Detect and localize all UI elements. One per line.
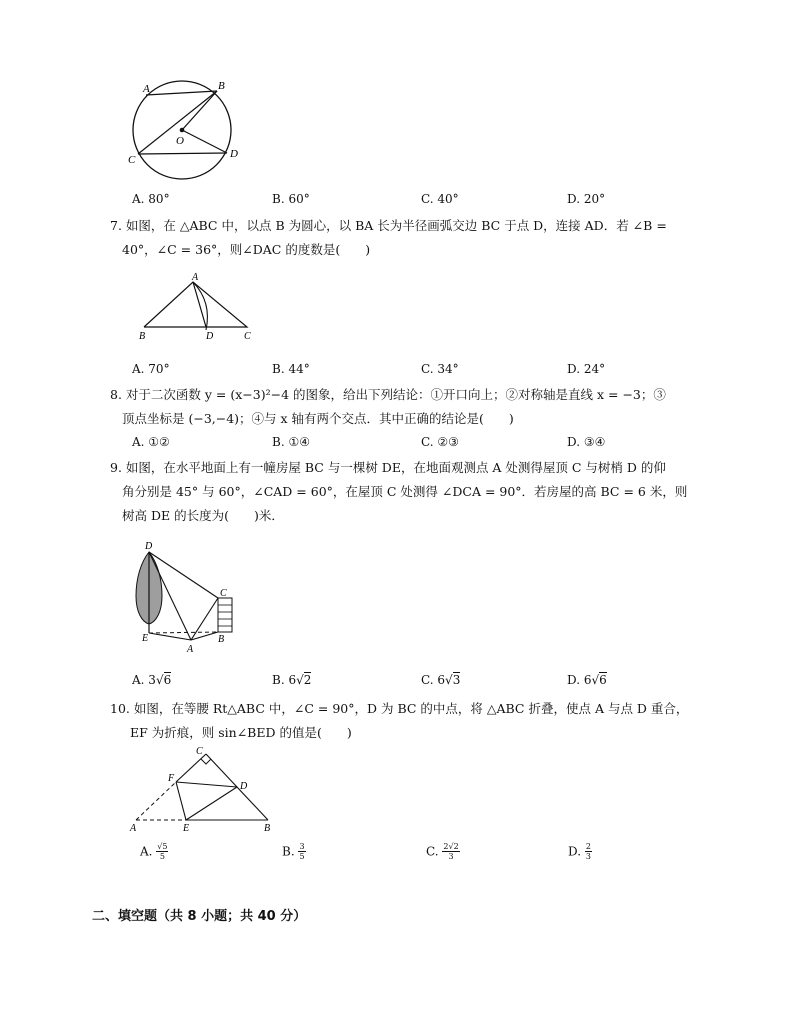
q10-option-c-fraction bbox=[442, 842, 459, 861]
q8-option-d[interactable]: D. ③④ bbox=[567, 435, 606, 449]
q8-stem-line1: 8. 对于二次函数 y = (x−3)²−4 的图象，给出下列结论：①开口向上；②对称轴是直线 x = −3；③ bbox=[110, 387, 666, 402]
q10-option-a-label: A. bbox=[140, 844, 157, 859]
q10-side-fc bbox=[176, 754, 206, 782]
q6-label-c: C bbox=[128, 154, 136, 166]
q7-option-a[interactable]: A. 70° bbox=[132, 362, 170, 376]
q9-stem-line3: 树高 DE 的长度为( )米． bbox=[122, 508, 284, 523]
q10-option-a-num: √5 bbox=[157, 842, 168, 851]
q10-fold-figure bbox=[124, 744, 284, 836]
q6-option-a[interactable]: A. 80° bbox=[132, 192, 170, 206]
q10-option-c[interactable] bbox=[426, 842, 460, 861]
q10-segment-fd bbox=[176, 782, 237, 787]
q9-option-b-coef: 6 bbox=[288, 673, 297, 687]
q9-option-a-label: A. bbox=[132, 673, 149, 687]
q10-option-a-fraction bbox=[156, 842, 168, 861]
q8-option-c[interactable]: C. ②③ bbox=[421, 435, 459, 449]
q6-radius-od bbox=[182, 130, 227, 153]
q10-option-d-fraction bbox=[585, 842, 592, 861]
q7-label-b: B bbox=[139, 331, 146, 342]
q9-option-a-radicand: 6 bbox=[163, 673, 172, 687]
q9-option-c-coef: 6 bbox=[437, 673, 446, 687]
q9-option-d[interactable] bbox=[567, 673, 607, 687]
q10-option-a[interactable] bbox=[140, 842, 168, 861]
q10-option-b-fraction bbox=[298, 842, 305, 861]
q9-option-a-sqrt-icon: √ bbox=[155, 673, 164, 687]
q9-label-e: E bbox=[142, 633, 149, 644]
q9-stem-line2: 角分别是 45° 与 60°，∠CAD = 60°，在屋顶 C 处测得 ∠DCA = 90°．若房屋的高 BC = 6 米，则 bbox=[122, 484, 688, 499]
q8-option-b[interactable]: B. ①④ bbox=[272, 435, 310, 449]
q7-label-a: A bbox=[192, 272, 199, 283]
q9-label-b: B bbox=[218, 634, 225, 645]
q6-option-c[interactable]: C. 40° bbox=[421, 192, 459, 206]
q8-stem-line2: 顶点坐标是 (−3,−4)；④与 x 轴有两个交点．其中正确的结论是( ) bbox=[122, 411, 514, 426]
q10-stem-line1: 10. 如图，在等腰 Rt△ABC 中，∠C = 90°，D 为 BC 的中点，将 △ABC 折叠，使点 A 与点 D 重合， bbox=[110, 701, 689, 716]
q10-option-b[interactable] bbox=[282, 842, 306, 861]
q7-option-b[interactable]: B. 44° bbox=[272, 362, 310, 376]
q10-stem-line2: EF 为折痕，则 sin∠BED 的值是( ) bbox=[130, 725, 352, 740]
q9-option-b-sqrt-icon: √ bbox=[296, 673, 304, 687]
q10-option-d-label: D. bbox=[568, 844, 585, 859]
q9-line-ea bbox=[149, 633, 191, 640]
q6-center-point bbox=[180, 128, 185, 133]
q9-label-d: D bbox=[145, 541, 153, 552]
q10-label-a: A bbox=[130, 823, 137, 834]
q6-chord-ab bbox=[146, 91, 217, 95]
q10-option-a-den: 5 bbox=[159, 852, 165, 861]
q9-label-c: C bbox=[220, 588, 227, 599]
q10-dashed-af bbox=[136, 782, 176, 820]
q9-option-c-sqrt-icon: √ bbox=[445, 673, 453, 687]
q10-label-d: D bbox=[240, 781, 248, 792]
q8-option-a[interactable]: A. ①② bbox=[132, 435, 170, 449]
q10-label-c: C bbox=[196, 746, 203, 757]
q10-fold-ef bbox=[176, 782, 186, 820]
q10-option-c-den: 3 bbox=[448, 852, 454, 861]
q6-label-b: B bbox=[218, 80, 225, 92]
q9-stem-line1: 9. 如图，在水平地面上有一幢房屋 BC 与一棵树 DE，在地面观测点 A 处测得屋顶 C 与树梢 D 的仰 bbox=[110, 460, 666, 475]
q9-tree-house-figure bbox=[128, 538, 238, 656]
q10-option-d-num: 2 bbox=[585, 842, 591, 851]
q9-option-d-radicand: 6 bbox=[599, 673, 607, 687]
q6-label-o: O bbox=[176, 135, 184, 147]
q9-option-d-sqrt-icon: √ bbox=[591, 673, 600, 687]
q10-option-b-num: 3 bbox=[299, 842, 305, 851]
q7-stem-line1: 7. 如图，在 △ABC 中，以点 B 为圆心，以 BA 长为半径画弧交边 BC 于点 D，连接 AD．若 ∠B = bbox=[110, 218, 667, 233]
q7-triangle-figure bbox=[130, 270, 265, 346]
q10-option-c-label: C. bbox=[426, 844, 443, 859]
q9-house bbox=[218, 598, 232, 632]
q6-circle-figure bbox=[120, 76, 250, 188]
q9-option-d-label: D. bbox=[567, 673, 584, 687]
q6-option-d[interactable]: D. 20° bbox=[567, 192, 606, 206]
q10-label-e: E bbox=[183, 823, 190, 834]
q9-option-b-radicand: 2 bbox=[303, 673, 312, 687]
q10-right-angle-mark bbox=[201, 759, 211, 764]
q10-option-d-den: 3 bbox=[585, 852, 591, 861]
q10-option-c-num: 2√2 bbox=[443, 842, 459, 851]
q10-option-d[interactable] bbox=[568, 842, 592, 861]
q7-option-c[interactable]: C. 34° bbox=[421, 362, 459, 376]
q9-option-a-coef: 3 bbox=[148, 673, 156, 687]
q9-line-eb-dashed bbox=[149, 632, 218, 633]
q10-option-b-label: B. bbox=[282, 844, 299, 859]
q7-label-c: C bbox=[244, 331, 251, 342]
q10-label-f: F bbox=[168, 773, 175, 784]
section-2-heading: 二、填空题（共 8 小题；共 40 分） bbox=[92, 909, 307, 924]
q7-stem-line2: 40°，∠C = 36°，则∠DAC 的度数是( ) bbox=[122, 242, 371, 257]
q10-label-b: B bbox=[264, 823, 271, 834]
q7-label-d: D bbox=[206, 331, 214, 342]
q6-radius-ob bbox=[182, 91, 217, 130]
q10-segment-ed bbox=[186, 787, 237, 820]
q9-option-a[interactable] bbox=[132, 673, 171, 687]
q6-option-b[interactable]: B. 60° bbox=[272, 192, 310, 206]
q10-option-b-den: 5 bbox=[299, 852, 305, 861]
q9-option-d-coef: 6 bbox=[583, 673, 592, 687]
q6-label-d: D bbox=[230, 148, 238, 160]
q9-option-b[interactable] bbox=[272, 673, 311, 687]
q9-option-c-label: C. bbox=[421, 673, 438, 687]
q7-segment-ad bbox=[193, 282, 206, 327]
q9-label-a: A bbox=[187, 644, 194, 655]
q9-option-c[interactable] bbox=[421, 673, 460, 687]
q9-option-c-radicand: 3 bbox=[452, 673, 461, 687]
q7-option-d[interactable]: D. 24° bbox=[567, 362, 606, 376]
q6-label-a: A bbox=[143, 83, 150, 95]
q9-option-b-label: B. bbox=[272, 673, 289, 687]
q6-chord-cd bbox=[138, 153, 227, 154]
